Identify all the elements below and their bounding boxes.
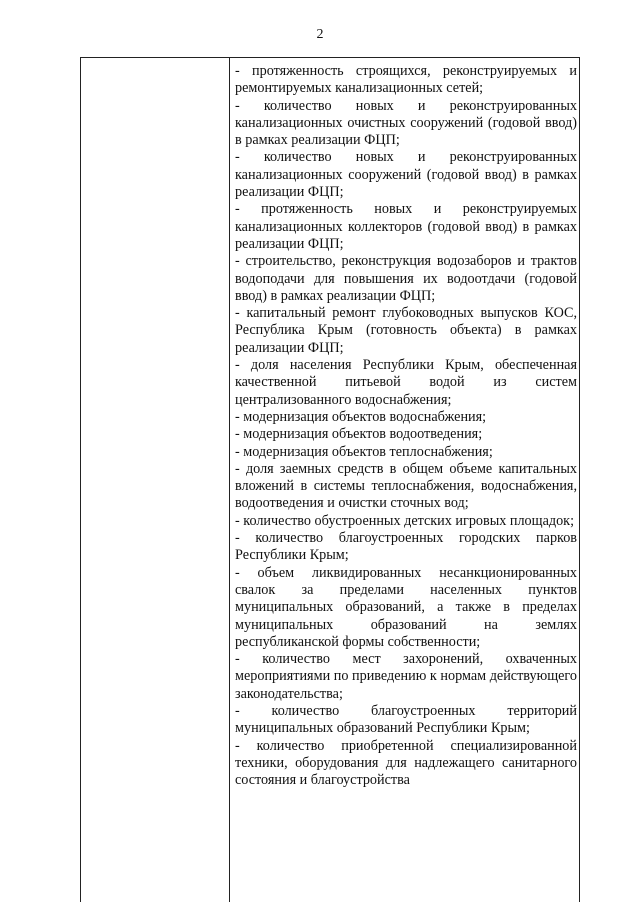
list-item: - количество новых и реконструированных канализационных очистных сооружений (годовой ввод) в рамках реализации ФЦП; <box>235 97 577 149</box>
list-item: - модернизация объектов водоотведения; <box>235 426 483 443</box>
list-item: - капитальный ремонт глубоководных выпусков КОС, Республика Крым (готовность объекта) в рамках реализации ФЦП; <box>235 305 577 356</box>
list-item: - объем ликвидированных несанкционированных свалок за пределами населенных пунктов муниципальных образований, а также в пределах муниципальных образований на землях республиканской формы собственности; <box>235 564 577 650</box>
list-item: - модернизация объектов водоснабжения; <box>235 408 487 425</box>
list-item: - протяженность строящихся, реконструируемых и ремонтируемых канализационных сетей; <box>235 63 577 97</box>
list-item: - строительство, реконструкция водозаборов и трактов водоподачи для повышения их водоотдачи (годовой ввод) в рамках реализации ФЦП; <box>235 253 577 304</box>
indicators-cell <box>235 63 577 789</box>
list-item: - количество новых и реконструированных канализационных сооружений (годовой ввод) в рамках реализации ФЦП; <box>235 149 577 201</box>
column-divider <box>229 58 230 902</box>
list-item: - доля населения Республики Крым, обеспеченная качественной питьевой водой из систем централизованного водоснабжения; <box>235 357 577 408</box>
list-item: - количество благоустроенных территорий муниципальных образований Республики Крым; <box>235 702 577 737</box>
document-table <box>80 57 580 902</box>
list-item: - количество обустроенных детских игровых площадок; <box>235 512 575 529</box>
list-item: - количество приобретенной специализированной техники, оборудования для надлежащего санитарного состояния и благоустройства <box>235 737 577 789</box>
list-item: - доля заемных средств в общем объеме капитальных вложений в системы теплоснабжения, водоснабжения, водоотведения и очистки сточных вод; <box>235 460 577 512</box>
list-item: - протяженность новых и реконструируемых канализационных коллекторов (годовой ввод) в рамках реализации ФЦП; <box>235 201 577 252</box>
list-item: - количество мест захоронений, охваченных мероприятиями по приведению к нормам действующего законодательства; <box>235 651 577 702</box>
list-item: - количество благоустроенных городских парков Республики Крым; <box>235 530 577 564</box>
page-number: 2 <box>316 27 324 42</box>
list-item: - модернизация объектов теплоснабжения; <box>235 443 493 460</box>
